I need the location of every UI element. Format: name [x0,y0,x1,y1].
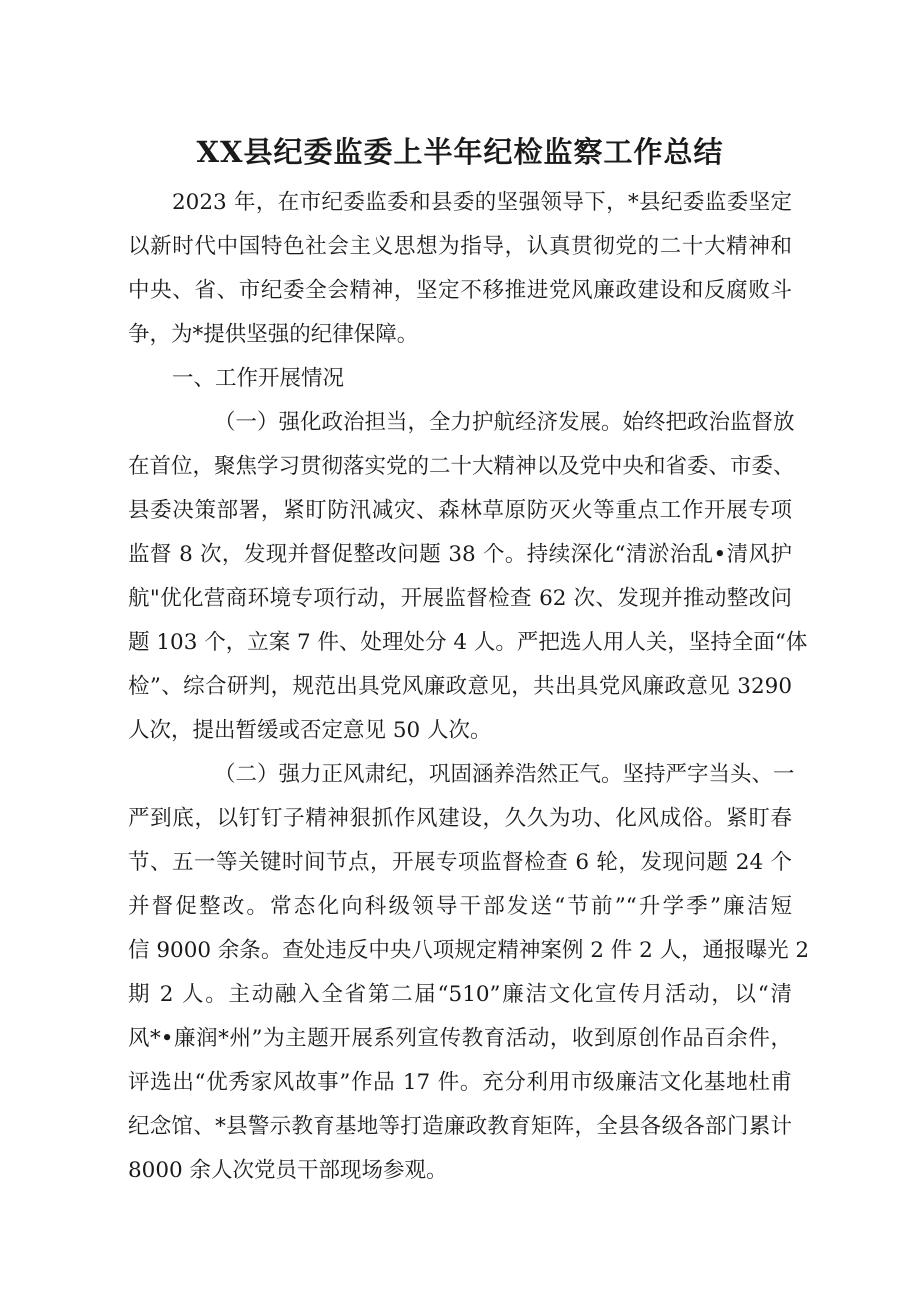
text-line: 评选出“优秀家风故事”作品 17 件。充分利用市级廉洁文化基地杜甫 [128,1070,792,1095]
text-line: 检”、综合研判，规范出具党风廉政意见，共出具党风廉政意见 3290 [128,674,792,699]
text-line: 在首位，聚焦学习贯彻落实党的二十大精神以及党中央和省委、市委、 [128,454,795,479]
section-heading [128,357,792,401]
document-title: XX县纪委监委上半年纪检监察工作总结 [196,135,724,169]
text-line: 纪念馆、*县警示教育基地等打造廉政教育矩阵，全县各级各部门累计 [128,1114,792,1139]
paragraph [128,181,792,357]
text-line: 争，为*提供坚强的纪律保障。 [128,322,419,347]
text-line: （二）强力正风肃纪，巩固涵养浩然正气。坚持严字当头、一 [214,762,795,787]
text-line: 信 9000 余条。查处违反中央八项规定精神案例 2 件 2 人，通报曝光 2 [128,938,810,963]
text-line: 题 103 个，立案 7 件、处理处分 4 人。严把选人用人关，坚持全面“体 [128,630,808,655]
text-line: 8000 余人次党员干部现场参观。 [128,1158,448,1183]
text-line: 航"优化营商环境专项行动，开展监督检查 62 次、发现并推动整改问 [128,586,792,611]
text-line: 节、五一等关键时间节点，开展专项监督检查 6 轮，发现问题 24 个 [128,850,792,875]
text-line: 严到底，以钉钉子精神狠抓作风建设，久久为功、化风成俗。紧盯春 [128,806,792,831]
text-line: 人次，提出暂缓或否定意见 50 人次。 [128,718,492,743]
text-line: 以新时代中国特色社会主义思想为指导，认真贯彻党的二十大精神和 [128,234,792,259]
text-line: 期 2 人。主动融入全省第二届“510”廉洁文化宣传月活动，以“清 [128,982,792,1007]
text-line: 一、工作开展情况 [172,366,345,391]
text-line: 县委决策部署，紧盯防汛减灾、森林草原防灭火等重点工作开展专项 [128,498,792,523]
text-line: 中央、省、市纪委全会精神，坚定不移推进党风廉政建设和反腐败斗 [128,278,792,303]
text-line: 风*•廉润*州”为主题开展系列宣传教育活动，收到原创作品百余件， [128,1026,792,1051]
text-line: （一）强化政治担当，全力护航经济发展。始终把政治监督放 [214,410,795,435]
text-line: 2023 年，在市纪委监委和县委的坚强领导下，*县纪委监委坚定 [172,190,792,215]
text-line: 并督促整改。常态化向科级领导干部发送“节前”“升学季”廉洁短 [128,894,792,919]
document-body [128,181,810,1193]
paragraph [128,753,810,1193]
paragraph [128,401,808,753]
text-line: 监督 8 次，发现并督促整改问题 38 个。持续深化“清淤治乱•清风护 [128,542,792,567]
